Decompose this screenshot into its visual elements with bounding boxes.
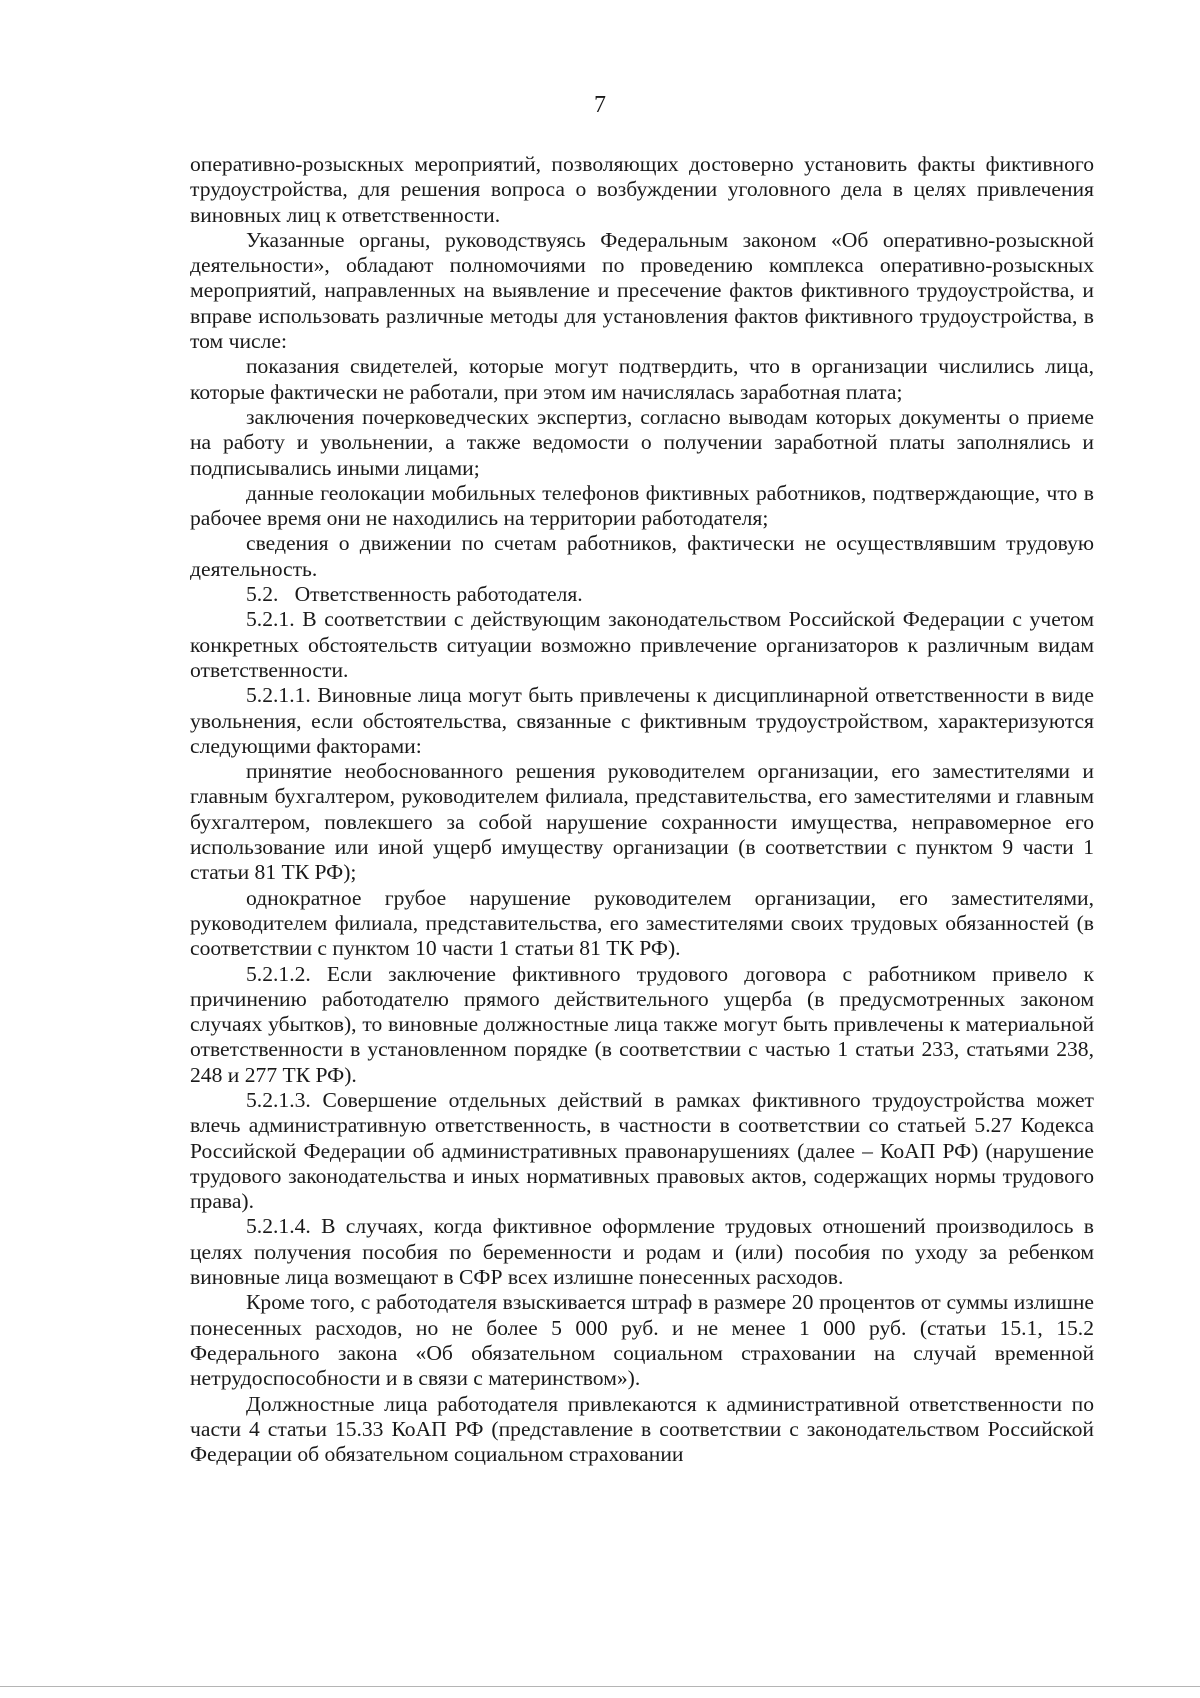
document-body (190, 152, 1094, 1467)
list-item: показания свидетелей, которые могут подтвердить, что в организации числились лица, которые фактически не работали, при этом им начислялась заработная плата; (190, 354, 1094, 404)
scan-edge-divider (0, 1686, 1200, 1687)
list-item: принятие необоснованного решения руководителем организации, его заместителями и главным бухгалтером, руководителем филиала, представительства, его заместителями и главным бухгалтером, повлекшего за собой нарушение сохранности имущества, неправомерное его использование или иной ущерб имуществу организации (в соответствии с пунктом 9 части 1 статьи 81 ТК РФ); (190, 759, 1094, 885)
paragraph: 5.2.1.4. В случаях, когда фиктивное оформление трудовых отношений производилось в целях получения пособия по беременности и родам и (или) пособия по уходу за ребенком виновные лица возмещают в СФР всех излишне понесенных расходов. (190, 1214, 1094, 1290)
list-item: заключения почерковедческих экспертиз, согласно выводам которых документы о приеме на работу и увольнении, а также ведомости о получении заработной платы заполнялись и подписывались иными лицами; (190, 404, 1094, 480)
paragraph: 5.2.1.2. Если заключение фиктивного трудового договора с работником привело к причинению работодателю прямого действительного ущерба (в предусмотренных законом случаях убытков), то виновные должностные лица также могут быть привлечены к материальной ответственности в установленном порядке (в соответствии с частью 1 статьи 233, статьями 238, 248 и 277 ТК РФ). (190, 961, 1094, 1087)
list-item: данные геолокации мобильных телефонов фиктивных работников, подтверждающие, что в рабочее время они не находились на территории работодателя; (190, 480, 1094, 531)
paragraph: 5.2.1.1. Виновные лица могут быть привлечены к дисциплинарной ответственности в виде увольнения, если обстоятельства, связанные с фиктивным трудоустройством, характеризуются следующими факторами: (190, 683, 1094, 758)
paragraph: 5.2.1. В соответствии с действующим законодательством Российской Федерации с учетом конкретных обстоятельств ситуации возможно привлечение организаторов к различным видам ответственности. (190, 607, 1094, 682)
list-item: сведения о движении по счетам работников, фактически не осуществлявшим трудовую деятельность. (190, 531, 1094, 581)
paragraph: 5.2.1.3. Совершение отдельных действий в рамках фиктивного трудоустройства может влечь административную ответственность, в частности в соответствии со статьей 5.27 Кодекса Российской Федерации об административных правонарушениях (далее – КоАП РФ) (нарушение трудового законодательства и иных нормативных правовых актов, содержащих нормы трудового права). (190, 1087, 1094, 1214)
paragraph: Кроме того, с работодателя взыскивается штраф в размере 20 процентов от суммы излишне понесенных расходов, но не более 5 000 руб. и не менее 1 000 руб. (статьи 15.1, 15.2 Федерального закона «Об обязательном социальном страховании на случай временной нетрудоспособности и в связи с материнством»). (190, 1290, 1094, 1391)
list-item: однократное грубое нарушение руководителем организации, его заместителями, руководителем филиала, представительства, его заместителями своих трудовых обязанностей (в соответствии с пунктом 10 части 1 статьи 81 ТК РФ). (190, 885, 1094, 961)
page-number: 7 (594, 92, 606, 118)
paragraph: оперативно-розыскных мероприятий, позволяющих достоверно установить факты фиктивного трудоустройства, для решения вопроса о возбуждении уголовного дела в целях привлечения виновных лиц к ответственности. (190, 152, 1094, 227)
paragraph: Должностные лица работодателя привлекаются к административной ответственности по части 4 статьи 15.33 КоАП РФ (представление в соответствии с законодательством Российской Федерации об обязательном социальном страховании (190, 1391, 1094, 1467)
paragraph: Указанные органы, руководствуясь Федеральным законом «Об оперативно-розыскной деятельности», обладают полномочиями по проведению комплекса оперативно-розыскных мероприятий, направленных на выявление и пресечение фактов фиктивного трудоустройства, и вправе использовать различные методы для установления фактов фиктивного трудоустройства, в том числе: (190, 227, 1094, 354)
section-heading: 5.2. Ответственность работодателя. (246, 582, 583, 607)
